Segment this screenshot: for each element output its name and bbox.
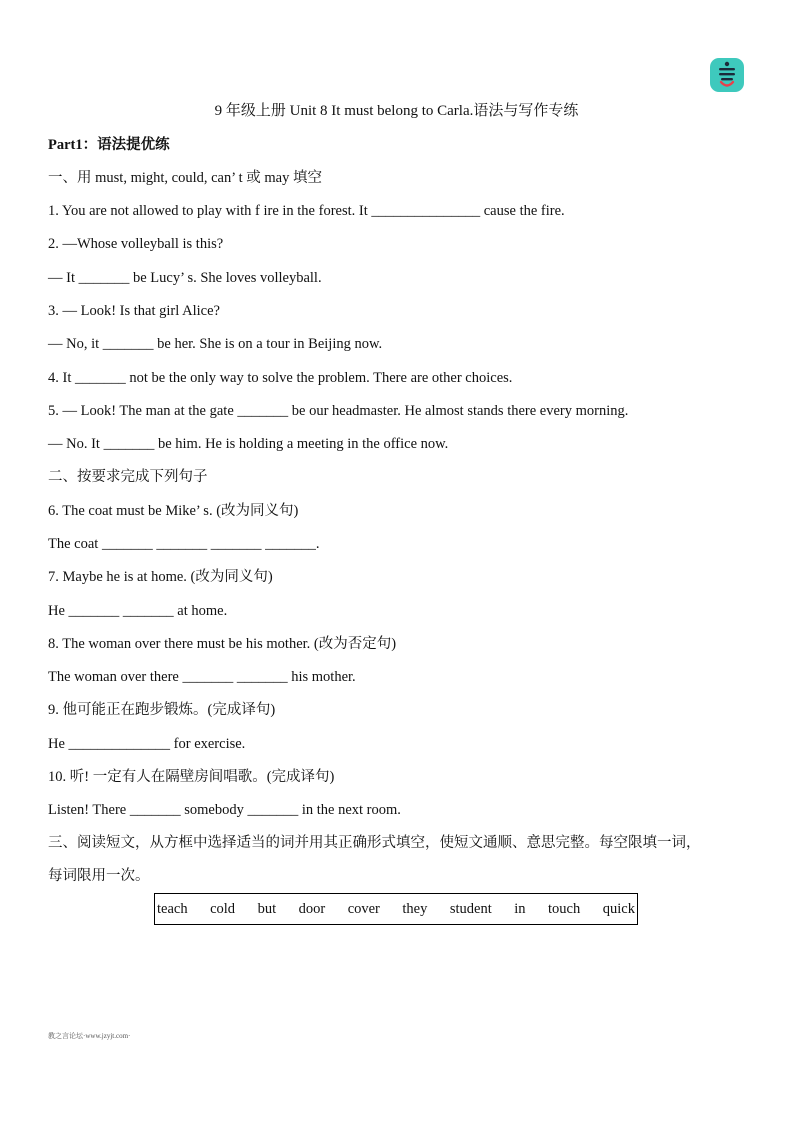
question-line: 2. —Whose volleyball is this? xyxy=(48,236,224,252)
word-box-item: they xyxy=(402,900,428,917)
question-line: 4. It _______ not be the only way to solve the problem. There are other choices. xyxy=(48,370,513,386)
question-line: — No, it _______ be her. She is on a tour in Beijing now. xyxy=(48,336,383,352)
word-box-item: student xyxy=(449,900,492,917)
answer-line: The woman over there _______ _______ his mother. xyxy=(48,669,356,685)
section2-instruction: 二、按要求完成下列句子 xyxy=(48,469,208,485)
section1-instruction: 一、用 must, might, could, can’ t 或 may 填空 xyxy=(48,170,322,186)
section3-instruction: 三、阅读短文，从方框中选择适当的词并用其正确形式填空，使短文通顺、意思完整。每空限填一词， xyxy=(48,835,701,851)
footer-watermark: 教之言论坛·www.jzyjt.com· xyxy=(48,1032,131,1040)
question-line: 9. 他可能正在跑步锻炼。(完成译句) xyxy=(48,702,276,718)
page-title: 9 年级上册 Unit 8 It must belong to Carla.语法与写作专练 xyxy=(214,103,579,119)
question-line: 3. — Look! Is that girl Alice? xyxy=(48,303,220,319)
answer-line: He ______________ for exercise. xyxy=(48,736,246,752)
word-box-item: cover xyxy=(347,900,380,917)
question-line: 1. You are not allowed to play with f ire in the forest. It _______________ cause the fire. xyxy=(48,203,565,219)
word-box xyxy=(154,893,638,925)
question-line: — No. It _______ be him. He is holding a meeting in the office now. xyxy=(48,436,449,452)
section3-instruction-cont: 每词限用一次。 xyxy=(48,868,150,884)
word-box-item: teach xyxy=(157,900,188,917)
question-line: 5. — Look! The man at the gate _______ be our headmaster. He almost stands there every morning. xyxy=(48,403,629,419)
question-line: 7. Maybe he is at home. (改为同义句) xyxy=(48,569,273,585)
word-box-item: but xyxy=(257,900,277,917)
word-box-item: in xyxy=(514,900,526,917)
part1-heading: Part1：语法提优练 xyxy=(48,137,170,153)
answer-line: Listen! There _______ somebody _______ in the next room. xyxy=(48,802,401,818)
question-line: 6. The coat must be Mike’ s. (改为同义句) xyxy=(48,503,299,519)
answer-line: He _______ _______ at home. xyxy=(48,603,228,619)
logo-icon xyxy=(710,58,744,92)
question-line: — It _______ be Lucy’ s. She loves volleyball. xyxy=(48,270,322,286)
word-box-item: door xyxy=(298,900,326,917)
question-line: 10. 听! 一定有人在隔壁房间唱歌。(完成译句) xyxy=(48,769,335,785)
word-box-item: quick xyxy=(602,900,635,917)
word-box-item: touch xyxy=(548,900,581,917)
word-box-item: cold xyxy=(210,900,236,917)
answer-line: The coat _______ _______ _______ _______. xyxy=(48,536,320,552)
question-line: 8. The woman over there must be his mother. (改为否定句) xyxy=(48,636,397,652)
